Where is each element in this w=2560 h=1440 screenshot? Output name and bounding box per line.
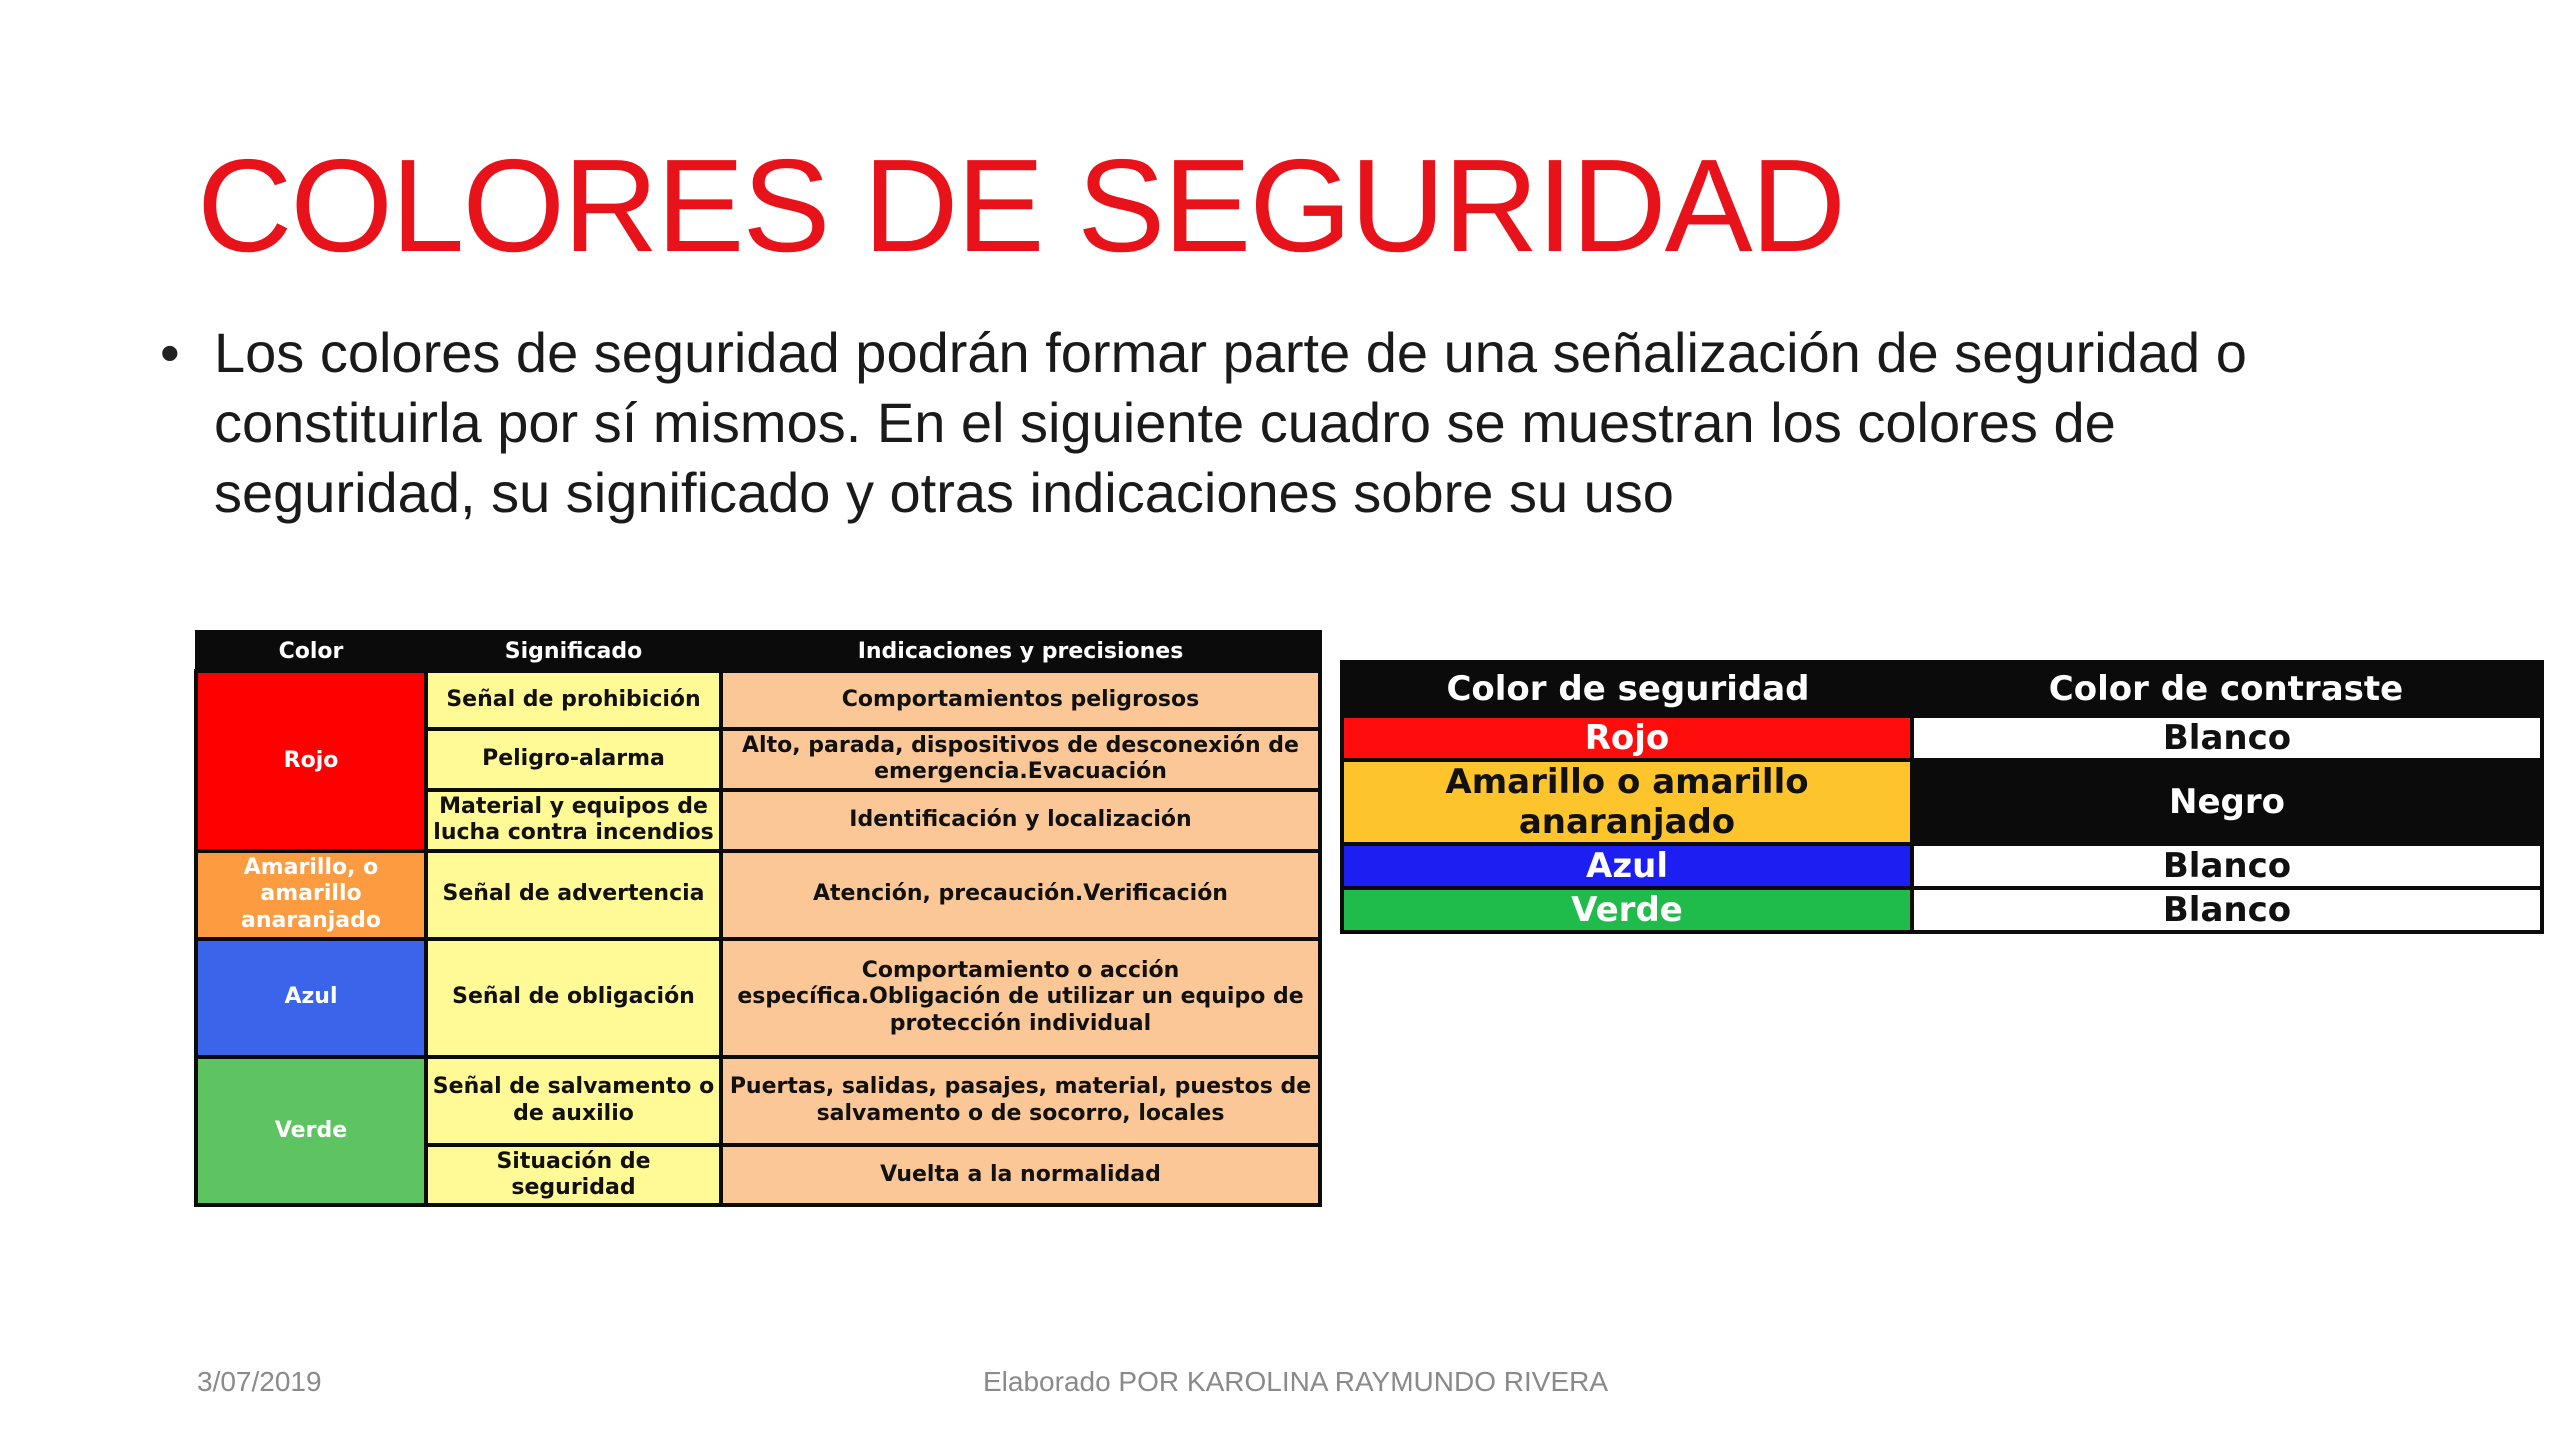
header-indicaciones: Indicaciones y precisiones	[721, 632, 1320, 672]
indicaciones-cell: Vuelta a la normalidad	[721, 1145, 1320, 1206]
contrast-colors-table	[1340, 660, 2544, 934]
seguridad-cell-rojo: Rojo	[1342, 716, 1912, 760]
slide-title: COLORES DE SEGURIDAD	[197, 132, 1844, 279]
header-color-contraste: Color de contraste	[1912, 662, 2542, 716]
table-row	[196, 851, 1320, 939]
significado-cell: Situación de seguridad	[426, 1145, 721, 1206]
seguridad-cell-verde: Verde	[1342, 888, 1912, 932]
table-row	[1342, 716, 2542, 760]
color-cell-rojo: Rojo	[196, 671, 426, 851]
header-color: Color	[196, 632, 426, 672]
table-row	[196, 1057, 1320, 1145]
header-significado: Significado	[426, 632, 721, 672]
significado-cell: Señal de advertencia	[426, 851, 721, 939]
footer-date: 3/07/2019	[197, 1366, 322, 1397]
significado-cell: Señal de obligación	[426, 939, 721, 1057]
bullet-item	[160, 318, 2400, 528]
contraste-cell: Blanco	[1912, 716, 2542, 760]
table-row	[196, 671, 1320, 729]
indicaciones-cell: Comportamiento o acción específica.Obligación de utilizar un equipo de protección individual	[721, 939, 1320, 1057]
significado-cell: Material y equipos de lucha contra incendios	[426, 790, 721, 851]
indicaciones-cell: Alto, parada, dispositivos de desconexión de emergencia.Evacuación	[721, 729, 1320, 790]
color-cell-azul: Azul	[196, 939, 426, 1057]
significado-cell: Peligro-alarma	[426, 729, 721, 790]
indicaciones-cell: Identificación y localización	[721, 790, 1320, 851]
safety-colors-table	[194, 630, 1322, 1207]
color-cell-verde: Verde	[196, 1057, 426, 1206]
color-cell-amarillo: Amarillo, o amarillo anaranjado	[196, 851, 426, 939]
table-row	[1342, 844, 2542, 888]
indicaciones-cell: Comportamientos peligrosos	[721, 671, 1320, 729]
table-row	[1342, 888, 2542, 932]
contraste-cell: Blanco	[1912, 844, 2542, 888]
significado-cell: Señal de prohibición	[426, 671, 721, 729]
table-row	[196, 939, 1320, 1057]
footer-author: Elaborado POR KAROLINA RAYMUNDO RIVERA	[983, 1366, 1609, 1397]
indicaciones-cell: Puertas, salidas, pasajes, material, puestos de salvamento o de socorro, locales	[721, 1057, 1320, 1145]
table-row	[1342, 760, 2542, 844]
seguridad-cell-amarillo: Amarillo o amarillo anaranjado	[1342, 760, 1912, 844]
indicaciones-cell: Atención, precaución.Verificación	[721, 851, 1320, 939]
contrast-header-row	[1342, 662, 2542, 716]
contraste-cell: Negro	[1912, 760, 2542, 844]
seguridad-cell-azul: Azul	[1342, 844, 1912, 888]
bullet-dot-icon: •	[160, 321, 180, 384]
significado-cell: Señal de salvamento o de auxilio	[426, 1057, 721, 1145]
bullet-text: Los colores de seguridad podrán formar parte de una señalización de seguridad o constituirla por sí mismos. En el siguiente cuadro se muestran los colores de seguridad, su significado y otras indicaciones sobre su uso	[214, 321, 2247, 524]
header-color-seguridad: Color de seguridad	[1342, 662, 1912, 716]
table-header-row	[196, 632, 1320, 672]
contraste-cell: Blanco	[1912, 888, 2542, 932]
